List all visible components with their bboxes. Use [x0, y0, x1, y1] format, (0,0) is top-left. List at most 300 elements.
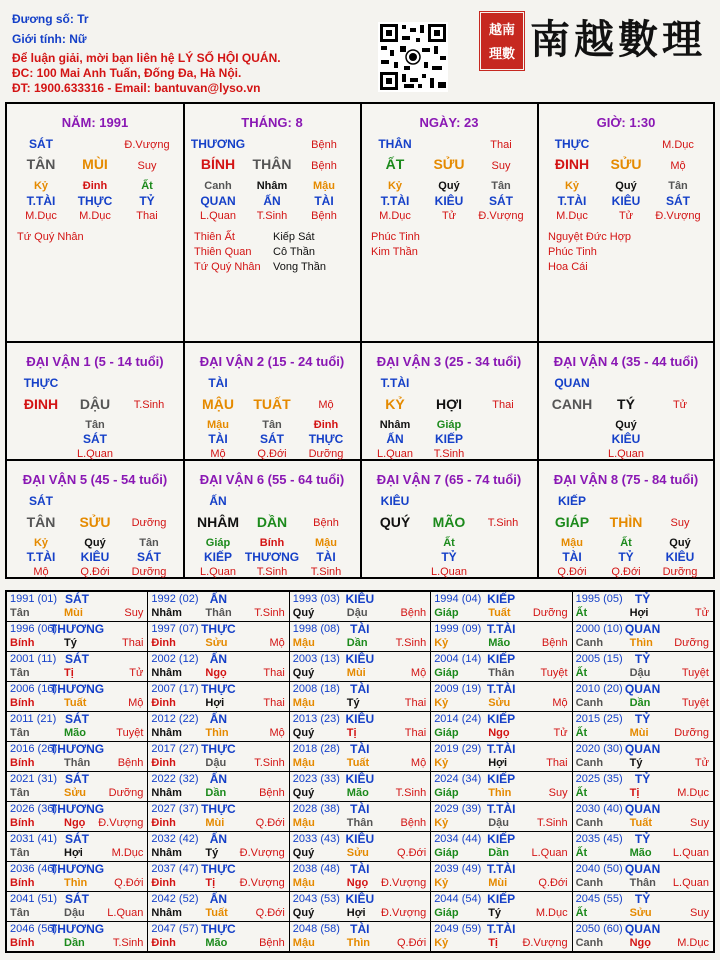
year-cell: [431, 772, 571, 801]
hidden-star: TỶ: [139, 194, 155, 208]
year-stem: Tân: [10, 907, 30, 919]
year-star: T.TÀI: [486, 862, 516, 876]
year-label: 2026 (36): [10, 803, 58, 815]
pillar-top-star: THƯƠNG: [190, 137, 246, 151]
year-stem: Mậu: [292, 637, 315, 649]
dai-van-hidden-stem: Bính: [259, 537, 285, 549]
year-label: 2012 (22): [151, 713, 199, 725]
year-star: SÁT: [65, 892, 89, 906]
year-cell: [290, 832, 430, 861]
year-star: KIÊU: [345, 712, 375, 726]
year-state: Mộ: [552, 697, 568, 709]
dai-van-hidden-state: Q.Đới: [557, 566, 587, 578]
year-state: Thai: [263, 697, 285, 709]
year-cell: [290, 712, 430, 741]
year-stem: Đinh: [151, 877, 176, 889]
year-star: THỰC: [201, 622, 236, 636]
year-star: KIÊU: [345, 772, 375, 786]
dai-van-hidden-state: L.Quan: [199, 566, 237, 578]
year-branch: Sửu: [346, 847, 369, 859]
year-state: Q.Đới: [396, 847, 427, 859]
year-state: Q.Đới: [538, 877, 568, 889]
dai-van-hidden-stem: Quý: [615, 419, 637, 431]
dai-van-hidden-star: THỰC: [308, 432, 344, 446]
year-state: Thai: [121, 637, 144, 649]
year-cell: [431, 832, 571, 861]
dai-van-hidden-state: Dưỡng: [662, 566, 698, 578]
year-stem: Kỷ: [434, 637, 449, 649]
year-star: KIẾP: [487, 892, 516, 906]
year-state: Tuyệt: [681, 697, 709, 709]
dai-van-star: KIẾP: [557, 494, 587, 508]
hidden-star: T.TÀI: [557, 194, 587, 208]
year-cell: [290, 922, 430, 951]
hidden-stem: Ất: [141, 180, 153, 192]
year-label: 2047 (57): [151, 923, 199, 935]
year-star: KIÊU: [345, 892, 375, 906]
dai-van-hidden-star: ẤN: [386, 432, 404, 446]
year-cell: [573, 742, 713, 771]
year-cell: [573, 622, 713, 651]
year-cell: [431, 622, 571, 651]
pillar-title: THÁNG: 8: [241, 115, 303, 130]
year-label: 2049 (59): [434, 923, 482, 935]
pillar-shen-sha: Tứ Quý Nhân: [194, 261, 261, 273]
year-state: Dưỡng: [532, 607, 568, 619]
pillar-top-state: M.Dục: [662, 139, 694, 151]
hidden-state: Tử: [441, 210, 457, 222]
year-cell: [431, 802, 571, 831]
dai-van-title: ĐẠI VẬN 7 (65 - 74 tuổi): [376, 472, 522, 487]
dai-van-hidden-star: SÁT: [260, 432, 284, 446]
pillar-branch-state: Mộ: [670, 160, 686, 172]
hidden-state: Tử: [618, 210, 634, 222]
year-cell: [573, 892, 713, 921]
year-star: ẤN: [209, 652, 228, 666]
dai-van-star: KIÊU: [380, 494, 410, 508]
year-label: 2033 (43): [292, 833, 340, 845]
dai-van-branch: THÌN: [609, 514, 643, 530]
year-stem: Mậu: [292, 877, 315, 889]
pillar-shen-sha: Thiên Ất: [194, 231, 235, 243]
year-stem: Đinh: [151, 937, 176, 949]
year-label: 2019 (29): [434, 743, 482, 755]
pillar-top-state: Đ.Vượng: [124, 139, 170, 151]
hidden-state: M.Dục: [379, 210, 411, 222]
dai-van-state: Mộ: [318, 399, 334, 411]
dai-van-branch: DẦN: [256, 514, 288, 530]
pillar-branch-state: Suy: [137, 160, 157, 172]
year-branch: Hợi: [64, 847, 83, 859]
year-state: L.Quan: [672, 847, 709, 859]
phone-email: ĐT: 1900.633316 - Email: bantuvan@lyso.vn: [12, 81, 261, 95]
year-stem: Bính: [10, 637, 35, 649]
pillar-branch-state: Bệnh: [311, 160, 337, 172]
year-state: Đ.Vượng: [98, 817, 144, 829]
hidden-state: Thai: [136, 210, 158, 222]
year-label: 2006 (16): [10, 683, 58, 695]
dai-van-hidden-stem: Ất: [443, 537, 455, 549]
year-stem: Kỷ: [434, 937, 449, 949]
dai-van-hidden-state: L.Quan: [607, 448, 645, 460]
year-state: Tuyệt: [540, 667, 568, 679]
dai-van-title: ĐẠI VẬN 6 (55 - 64 tuổi): [199, 472, 345, 487]
year-stem: Tân: [10, 667, 30, 679]
dai-van-stem: ĐINH: [23, 396, 59, 412]
year-branch: Thìn: [488, 787, 512, 799]
year-state: Đ.Vượng: [239, 847, 285, 859]
year-star: KIÊU: [345, 832, 375, 846]
dai-van-hidden-stem: Quý: [84, 537, 106, 549]
year-state: Suy: [548, 787, 568, 799]
year-branch: Sửu: [64, 787, 87, 799]
year-cell: [148, 922, 288, 951]
pillar-shen-sha: Kim Thần: [371, 246, 418, 258]
dai-van-hidden-star: SÁT: [137, 550, 161, 564]
year-cell: [7, 592, 147, 621]
year-cell: [431, 592, 571, 621]
year-branch: Thìn: [346, 937, 371, 949]
hidden-stem: Tân: [491, 180, 511, 192]
year-state: Thai: [546, 757, 568, 769]
year-branch: Thìn: [629, 637, 653, 649]
year-state: Bệnh: [259, 937, 285, 949]
year-stem: Nhâm: [151, 907, 182, 919]
year-state: Thai: [263, 667, 285, 679]
year-branch: Dậu: [346, 607, 368, 619]
pillar-shen-sha: Phúc Tinh: [371, 231, 420, 243]
year-stem: Nhâm: [151, 847, 182, 859]
dai-van-state: T.Sinh: [487, 517, 519, 529]
year-stem: Mậu: [292, 757, 315, 769]
year-star: THƯƠNG: [49, 742, 105, 756]
year-star: THỰC: [201, 802, 236, 816]
year-label: 2016 (26): [10, 743, 58, 755]
year-star: KIẾP: [487, 832, 516, 846]
year-star: TỶ: [634, 832, 651, 846]
year-state: Dưỡng: [674, 637, 709, 649]
dai-van-hidden-state: Mộ: [210, 448, 226, 460]
year-state: M.Dục: [677, 937, 709, 949]
dai-van-hidden-stem: Tân: [85, 419, 105, 431]
year-star: THƯƠNG: [49, 622, 105, 636]
year-state: Suy: [690, 907, 709, 919]
hidden-star: KIÊU: [434, 194, 464, 208]
year-cell: [573, 592, 713, 621]
year-star: QUAN: [624, 862, 661, 876]
year-branch: Tuất: [64, 697, 87, 709]
dai-van-hidden-stem: Đinh: [313, 419, 339, 431]
year-cell: [573, 652, 713, 681]
brand-logo: 南越數理: [530, 16, 706, 63]
year-state: Q.Đới: [396, 937, 427, 949]
year-stem: Tân: [10, 847, 30, 859]
dai-van-hidden-state: T.Sinh: [310, 566, 342, 578]
dai-van-hidden-state: L.Quan: [76, 448, 114, 460]
year-label: 2032 (42): [151, 833, 199, 845]
year-branch: Dần: [488, 847, 509, 859]
year-label: 2010 (20): [575, 683, 623, 695]
year-stem: Ất: [575, 727, 588, 739]
year-cell: [7, 622, 147, 651]
year-label: 2035 (45): [575, 833, 623, 845]
year-stem: Kỷ: [434, 757, 449, 769]
year-branch: Mùi: [205, 817, 225, 829]
year-stem: Mậu: [292, 937, 315, 949]
year-branch: Thìn: [64, 877, 88, 889]
year-branch: Sửu: [205, 637, 228, 649]
year-cell: [290, 742, 430, 771]
dai-van-branch: SỬU: [79, 514, 111, 530]
pillar-shen-sha: Thiên Quan: [194, 246, 252, 258]
hidden-stem: Kỷ: [33, 180, 49, 192]
hidden-stem: Kỷ: [387, 180, 403, 192]
hidden-stem: Kỷ: [564, 180, 580, 192]
year-branch: Hợi: [346, 907, 366, 919]
year-cell: [431, 652, 571, 681]
year-stem: Ất: [575, 907, 588, 919]
hidden-star: SÁT: [489, 194, 513, 208]
year-state: Suy: [124, 607, 144, 619]
year-branch: Hợi: [629, 607, 649, 619]
year-star: THỰC: [201, 862, 236, 876]
year-stem: Quý: [292, 727, 315, 739]
dai-van-star: ẤN: [209, 494, 227, 508]
year-cell: [290, 862, 430, 891]
year-star: KIÊU: [345, 652, 375, 666]
year-label: 2036 (46): [10, 863, 58, 875]
year-branch: Thân: [346, 817, 374, 829]
pillar-branch-state: Suy: [491, 160, 511, 172]
year-label: 2043 (53): [292, 893, 340, 905]
year-stem: Kỷ: [434, 877, 449, 889]
year-state: T.Sinh: [395, 637, 427, 649]
year-label: 2005 (15): [575, 653, 623, 665]
year-star: TỶ: [634, 892, 651, 906]
year-state: T.Sinh: [254, 607, 285, 619]
year-cell: [7, 682, 147, 711]
dai-van-star: SÁT: [29, 494, 53, 508]
hidden-state: M.Dục: [79, 210, 111, 222]
dai-van-hidden-star: KIÊU: [611, 432, 641, 446]
year-stem: Bính: [10, 817, 35, 829]
year-branch: Dậu: [64, 907, 85, 919]
dai-van-hidden-stem: Mậu: [315, 537, 337, 549]
year-state: Bệnh: [541, 637, 568, 649]
year-stem: Quý: [292, 787, 315, 799]
owner-name: Đương số: Tr: [12, 12, 89, 26]
year-stem: Canh: [575, 697, 604, 709]
dai-van-star: T.TÀI: [380, 376, 410, 390]
year-label: 2009 (19): [434, 683, 482, 695]
year-stem: Đinh: [151, 697, 176, 709]
year-branch: Tuất: [488, 607, 511, 619]
hidden-state: Đ.Vượng: [655, 210, 701, 222]
pillar-top-star: THỰC: [554, 137, 590, 151]
year-branch: Sửu: [488, 697, 511, 709]
year-label: 2014 (24): [434, 713, 482, 725]
year-label: 2018 (28): [292, 743, 340, 755]
dai-van-hidden-state: Q.Đới: [257, 448, 287, 460]
year-star: THỰC: [201, 682, 236, 696]
hidden-star: T.TÀI: [26, 194, 56, 208]
year-branch: Tị: [629, 787, 640, 799]
year-star: QUAN: [624, 922, 661, 936]
dai-van-branch: MÃO: [432, 514, 466, 530]
year-cell: [7, 922, 147, 951]
pillar-shen-sha: Phúc Tinh: [548, 246, 597, 258]
dai-van-hidden-star: TỶ: [618, 550, 634, 564]
year-label: 2028 (38): [292, 803, 340, 815]
year-stem: Bính: [10, 937, 35, 949]
year-stem: Kỷ: [434, 817, 449, 829]
dai-van-stem: TÂN: [26, 514, 56, 530]
dai-van-state: Thai: [492, 399, 514, 411]
year-stem: Bính: [10, 757, 35, 769]
dai-van-state: Bệnh: [313, 517, 339, 529]
qr-code-icon: [378, 22, 448, 92]
year-state: M.Dục: [111, 847, 144, 859]
year-state: Bệnh: [400, 817, 427, 829]
year-branch: Tuất: [629, 817, 652, 829]
dai-van-hidden-stem: Mậu: [207, 419, 229, 431]
year-label: 2025 (35): [575, 773, 623, 785]
year-label: 2002 (12): [151, 653, 199, 665]
year-state: Thai: [404, 727, 427, 739]
year-star: THƯƠNG: [49, 922, 105, 936]
dai-van-hidden-star: KIẾP: [434, 432, 464, 446]
year-branch: Mão: [488, 637, 511, 649]
year-star: SÁT: [65, 772, 89, 786]
year-star: QUAN: [624, 742, 661, 756]
dai-van-state: T.Sinh: [133, 399, 165, 411]
year-label: 2038 (48): [292, 863, 340, 875]
year-stem: Mậu: [292, 697, 315, 709]
year-star: KIẾP: [487, 592, 516, 606]
year-state: Q.Đới: [255, 817, 285, 829]
dai-van-hidden-star: THƯƠNG: [244, 550, 300, 564]
dai-van-title: ĐẠI VẬN 2 (15 - 24 tuổi): [199, 354, 345, 369]
year-cell: [7, 652, 147, 681]
year-star: TÀI: [350, 802, 370, 816]
heavenly-stem: BÍNH: [200, 156, 236, 172]
year-cell: [148, 592, 288, 621]
pillar-top-state: Bệnh: [311, 139, 337, 151]
dai-van-hidden-stem: Nhâm: [379, 419, 411, 431]
year-star: TỶ: [634, 592, 651, 606]
year-cell: [431, 892, 571, 921]
year-label: 2007 (17): [151, 683, 199, 695]
year-label: 2023 (33): [292, 773, 340, 785]
year-label: 2044 (54): [434, 893, 482, 905]
year-stem: Đinh: [151, 757, 176, 769]
dai-van-hidden-star: KIẾP: [203, 550, 233, 564]
year-branch: Tý: [488, 907, 502, 919]
year-star: T.TÀI: [486, 622, 516, 636]
hidden-state: T.Sinh: [256, 210, 288, 222]
year-branch: Ngọ: [205, 667, 227, 679]
year-star: THƯƠNG: [49, 862, 105, 876]
annual-luck-table: [5, 590, 715, 953]
year-label: 2015 (25): [575, 713, 623, 725]
year-cell: [573, 772, 713, 801]
year-branch: Tị: [346, 727, 357, 739]
dai-van-hidden-star: KIÊU: [665, 550, 695, 564]
year-stem: Đinh: [151, 637, 176, 649]
earthly-branch: MÙI: [82, 156, 108, 172]
divider: [7, 341, 713, 343]
dai-van-hidden-star: TÀI: [208, 432, 228, 446]
year-stem: Tân: [10, 787, 30, 799]
year-star: T.TÀI: [486, 802, 516, 816]
year-cell: [573, 682, 713, 711]
earthly-branch: SỬU: [433, 156, 465, 172]
year-star: T.TÀI: [486, 742, 516, 756]
dai-van-hidden-state: L.Quan: [430, 566, 468, 578]
year-label: 2001 (11): [10, 653, 57, 665]
year-star: QUAN: [624, 802, 661, 816]
pillar-title: NGÀY: 23: [419, 115, 479, 130]
year-label: 2021 (31): [10, 773, 58, 785]
year-branch: Thân: [488, 667, 515, 679]
year-star: KIẾP: [487, 772, 516, 786]
hidden-stem: Quý: [438, 180, 460, 192]
pillar-title: NĂM: 1991: [61, 115, 129, 130]
year-label: 2040 (50): [575, 863, 623, 875]
year-cell: [148, 682, 288, 711]
seal-stamp: [478, 10, 526, 72]
year-cell: [148, 712, 288, 741]
year-star: T.TÀI: [486, 682, 516, 696]
year-state: T.Sinh: [537, 817, 568, 829]
year-state: Mộ: [128, 697, 144, 709]
year-branch: Tuất: [346, 757, 370, 769]
dai-van-hidden-state: T.Sinh: [433, 448, 465, 460]
year-label: 2011 (21): [10, 713, 57, 725]
year-state: Thai: [404, 697, 427, 709]
year-branch: Mão: [346, 787, 369, 799]
dai-van-stem: GIÁP: [554, 514, 590, 530]
year-branch: Thân: [205, 607, 232, 619]
year-branch: Dậu: [629, 667, 651, 679]
dai-van-hidden-star: TỶ: [441, 550, 457, 564]
year-state: Tuyệt: [116, 727, 144, 739]
year-star: TỶ: [634, 772, 651, 786]
dai-van-title: ĐẠI VẬN 1 (5 - 14 tuổi): [26, 354, 164, 369]
pillar-shen-sha: Cô Thần: [273, 246, 315, 258]
year-branch: Tuất: [205, 907, 228, 919]
year-stem: Quý: [292, 907, 315, 919]
dai-van-hidden-state: T.Sinh: [256, 566, 288, 578]
year-star: ẤN: [209, 892, 228, 906]
year-branch: Hợi: [205, 697, 225, 709]
year-cell: [7, 742, 147, 771]
hidden-stem: Đinh: [82, 180, 108, 192]
pillar-top-state: Thai: [490, 139, 512, 151]
year-star: TÀI: [350, 622, 370, 636]
dai-van-star: QUAN: [554, 376, 590, 390]
year-state: Mộ: [410, 757, 427, 769]
year-cell: [431, 682, 571, 711]
dai-van-hidden-star: TÀI: [562, 550, 582, 564]
pillar-shen-sha: Kiếp Sát: [273, 231, 315, 243]
year-branch: Sửu: [629, 907, 652, 919]
year-state: Tử: [694, 607, 709, 619]
year-star: THỰC: [201, 922, 236, 936]
year-cell: [573, 862, 713, 891]
year-star: TỶ: [634, 652, 651, 666]
year-branch: Ngọ: [64, 817, 86, 829]
